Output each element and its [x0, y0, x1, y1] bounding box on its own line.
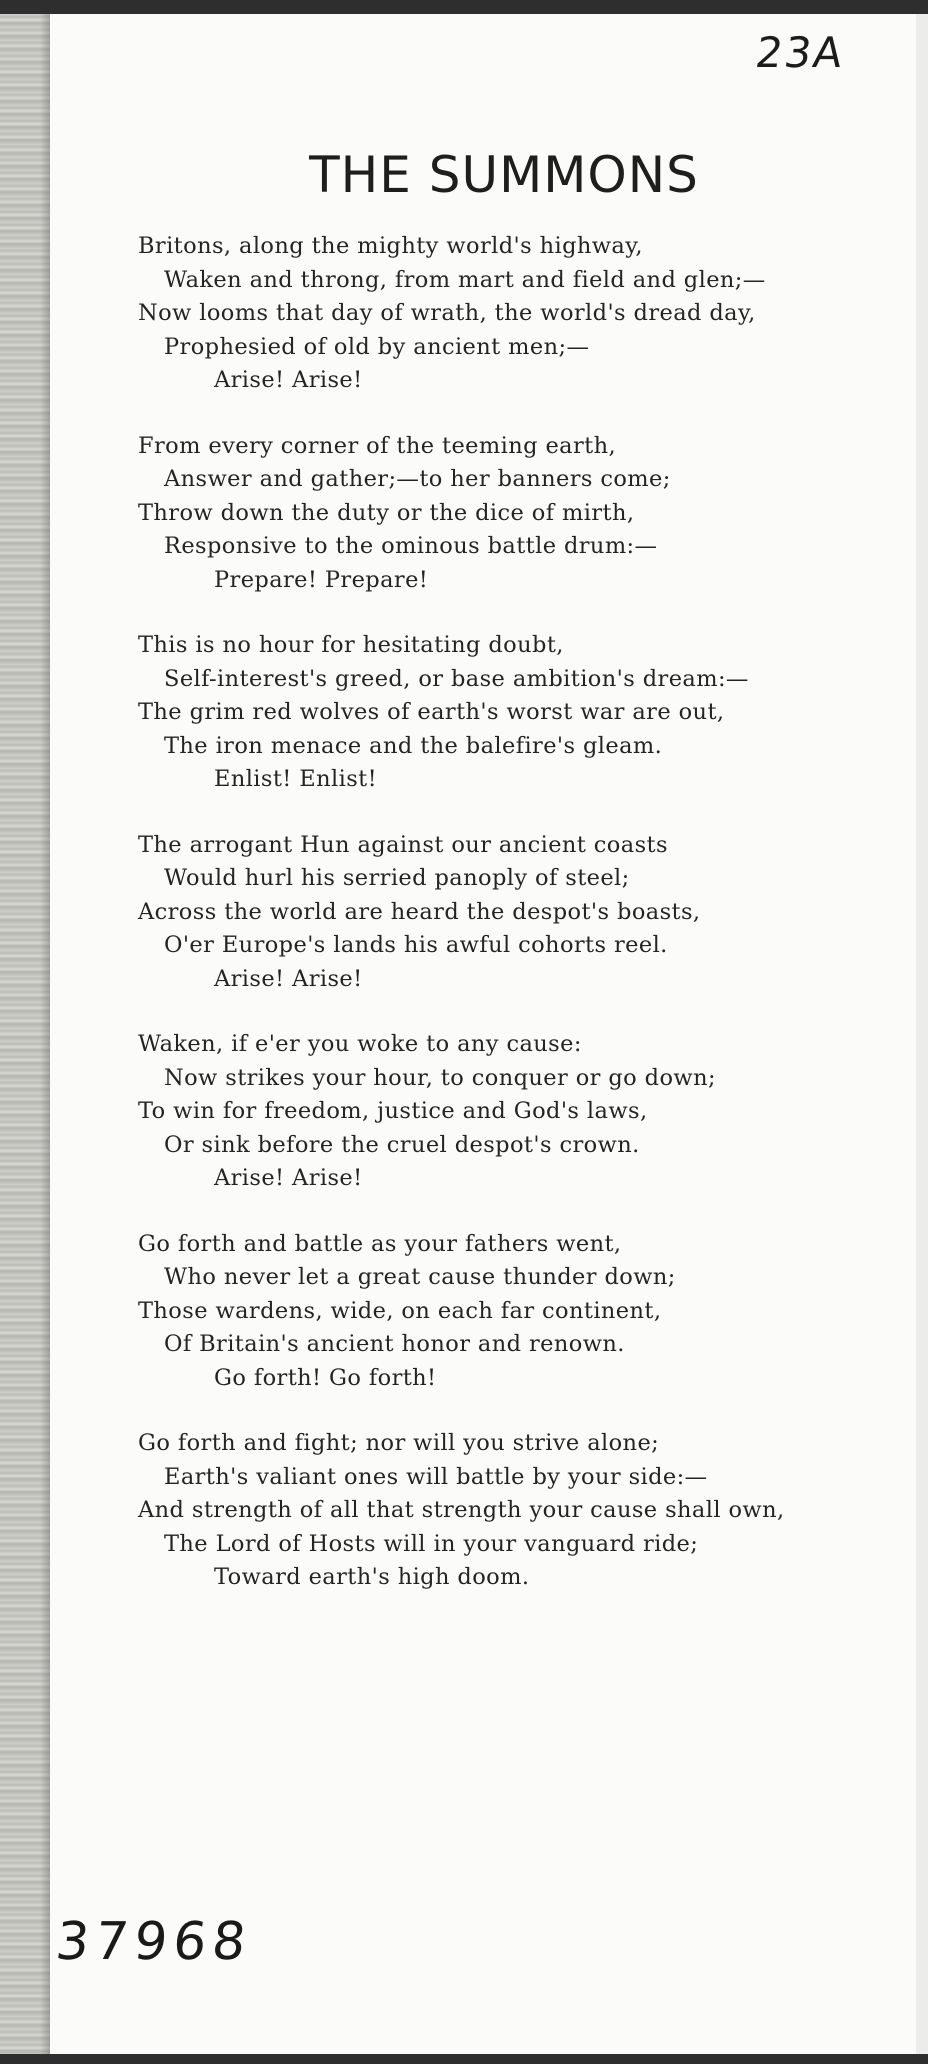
poem-line: Self-interest's greed, or base ambition's dream:—: [164, 665, 749, 692]
poem-line: And strength of all that strength your cause shall own,: [138, 1497, 785, 1523]
stanza-refrain: Arise! Arise!: [214, 367, 363, 393]
stanza: [128, 829, 868, 997]
poem-line: O'er Europe's lands his awful cohorts reel.: [164, 932, 668, 958]
poem-title: THE SUMMONS: [309, 146, 699, 204]
binding-edge: [0, 14, 50, 2054]
poem-line: Answer and gather;—to her banners come;: [164, 466, 671, 492]
stanza: [128, 1228, 868, 1396]
poem-line: Go forth and fight; nor will you strive alone;: [138, 1430, 660, 1456]
poem-line: Prophesied of old by ancient men;—: [164, 333, 590, 360]
poem-line: Responsive to the ominous battle drum:—: [164, 533, 658, 559]
poem-line: Would hurl his serried panoply of steel;: [164, 865, 630, 891]
poem-body: [128, 230, 868, 1627]
page-edge: [916, 14, 928, 2054]
poem-line: Go forth and battle as your fathers went,: [138, 1230, 622, 1257]
poem-line: From every corner of the teeming earth,: [138, 432, 617, 459]
poem-line: The arrogant Hun against our ancient coasts: [138, 831, 668, 858]
poem-line: Throw down the duty or the dice of mirth,: [138, 499, 635, 526]
poem-line: The Lord of Hosts will in your vanguard ride;: [164, 1530, 699, 1557]
handwritten-annotation-top: 23A: [752, 28, 848, 77]
poem-line: Now looms that day of wrath, the world's dread day,: [138, 300, 756, 326]
poem-line: To win for freedom, justice and God's laws,: [138, 1098, 648, 1124]
poem-line: Earth's valiant ones will battle by your side:—: [164, 1463, 708, 1490]
poem-line: Across the world are heard the despot's boasts,: [138, 898, 701, 925]
stanza-refrain: Enlist! Enlist!: [214, 766, 378, 792]
poem-line: Waken and throng, from mart and field and glen;—: [164, 266, 766, 293]
stanza-refrain: Go forth! Go forth!: [214, 1364, 437, 1391]
handwritten-annotation-bottom: 37968: [52, 1912, 255, 1972]
poem-line: Who never let a great cause thunder down;: [164, 1264, 676, 1290]
poem-line: The iron menace and the balefire's gleam.: [164, 732, 663, 759]
poem-line: This is no hour for hesitating doubt,: [138, 632, 564, 658]
poem-line: Of Britain's ancient honor and renown.: [164, 1331, 625, 1357]
poem-line: The grim red wolves of earth's worst war are out,: [138, 699, 725, 725]
stanza: [128, 1427, 868, 1595]
stanza-refrain: Prepare! Prepare!: [214, 566, 429, 593]
stanza: [128, 230, 868, 398]
stanza-refrain: Toward earth's high doom.: [214, 1564, 530, 1590]
poem-line: Those wardens, wide, on each far continent,: [138, 1297, 662, 1324]
poem-line: Or sink before the cruel despot's crown.: [164, 1131, 640, 1158]
stanza: [128, 1028, 868, 1196]
stanza-refrain: Arise! Arise!: [214, 1165, 363, 1191]
poem-line: Now strikes your hour, to conquer or go down;: [164, 1064, 716, 1091]
stanza: [128, 629, 868, 797]
stanza: [128, 430, 868, 598]
poem-line: Waken, if e'er you woke to any cause:: [138, 1031, 582, 1057]
poem-line: Britons, along the mighty world's highway,: [138, 233, 643, 259]
stanza-refrain: Arise! Arise!: [214, 965, 363, 992]
